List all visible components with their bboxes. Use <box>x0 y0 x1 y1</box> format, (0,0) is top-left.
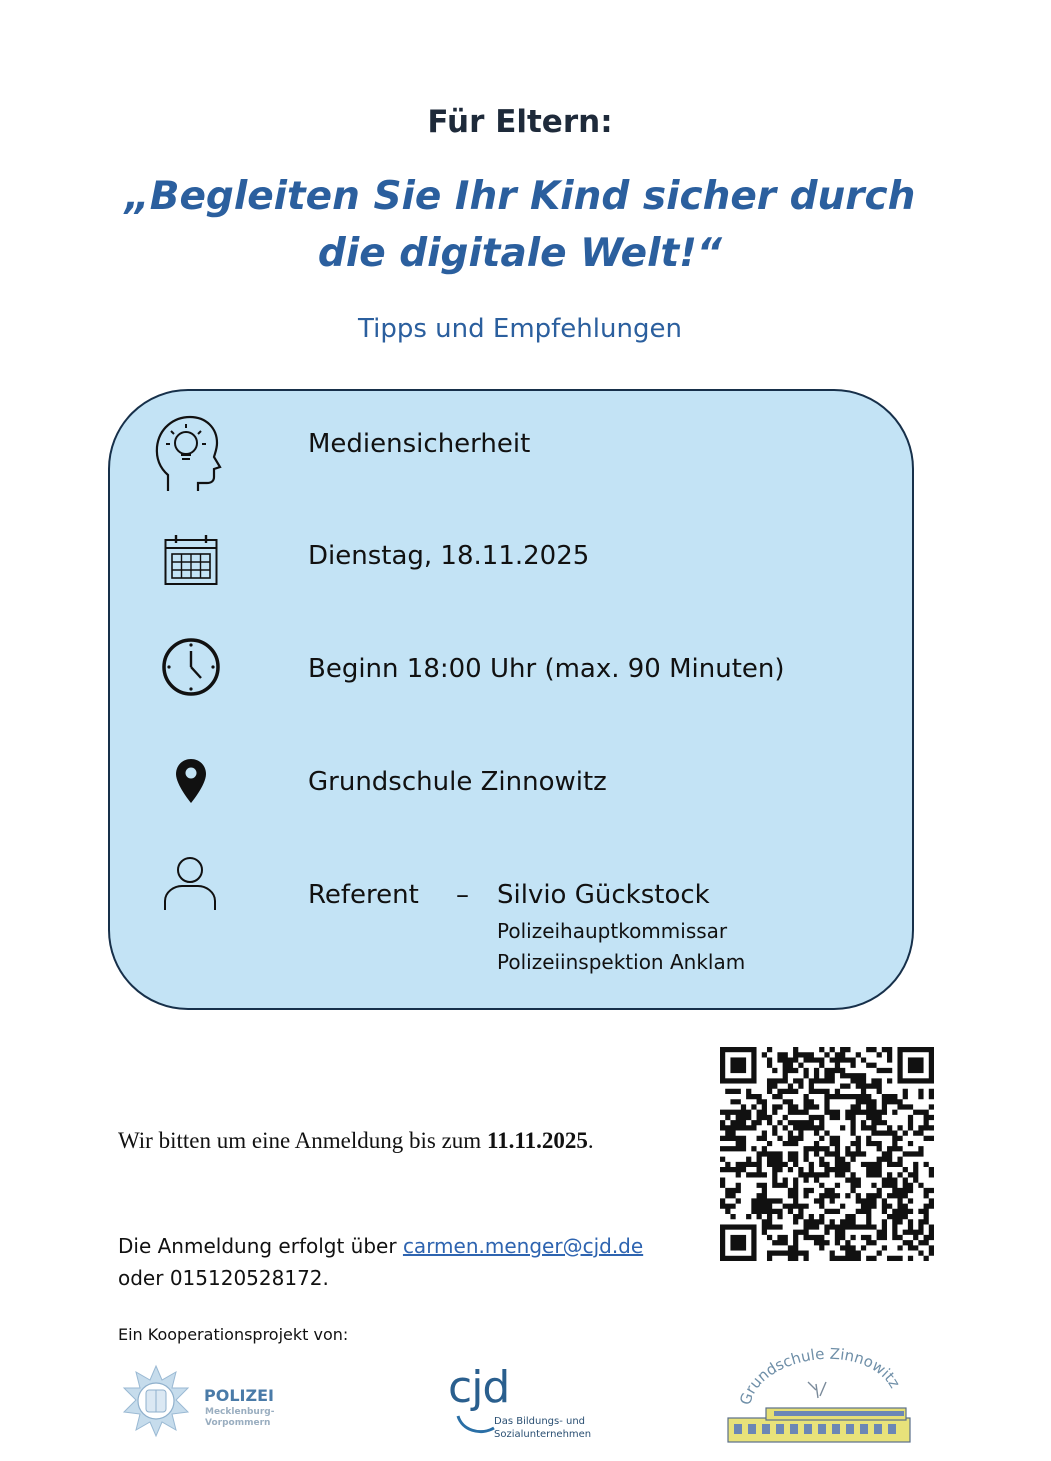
phone-line: oder 015120528172. <box>118 1266 329 1290</box>
speaker-org: Polizeiinspektion Anklam <box>497 950 746 974</box>
subtitle: Tipps und Empfehlungen <box>358 314 682 344</box>
cjd-logo <box>448 1362 608 1446</box>
idea-head-icon <box>154 413 222 493</box>
date-text: Dienstag, 18.11.2025 <box>308 541 590 571</box>
qr-finder <box>897 1047 934 1084</box>
event-title-line1: „Begleiten Sie Ihr Kind sicher durch <box>124 174 916 219</box>
police-star-icon <box>118 1364 194 1440</box>
polizei-logo <box>118 1368 278 1438</box>
cooperation-label: Ein Kooperationsprojekt von: <box>118 1325 349 1344</box>
cjd-sub1: Das Bildungs- und <box>494 1416 586 1427</box>
speaker-name: Silvio Gückstock <box>497 880 710 910</box>
registration-via: Die Anmeldung erfolgt über <box>118 1234 403 1258</box>
clock-icon <box>160 636 222 698</box>
info-box <box>108 389 914 1010</box>
qr-code[interactable] <box>720 1047 934 1261</box>
heading: Für Eltern: <box>427 104 613 140</box>
polizei-sub2: Vorpommern <box>205 1418 271 1428</box>
topic-text: Mediensicherheit <box>308 429 531 459</box>
school-logo <box>722 1332 918 1448</box>
speaker-role: Polizeihauptkommissar <box>497 919 728 943</box>
polizei-title: POLIZEI <box>204 1386 274 1405</box>
time-text: Beginn 18:00 Uhr (max. 90 Minuten) <box>308 654 785 684</box>
event-title <box>0 168 1040 282</box>
event-title-line2: die digitale Welt!“ <box>317 231 723 276</box>
location-pin-icon <box>174 757 208 805</box>
calendar-icon <box>164 534 218 586</box>
speaker-label: Referent <box>308 880 419 910</box>
registration-deadline <box>118 1128 594 1154</box>
deadline-suffix: . <box>587 1128 594 1153</box>
email-link[interactable]: carmen.menger@cjd.de <box>402 1234 644 1258</box>
cjd-title: cjd <box>448 1362 510 1413</box>
person-icon <box>162 855 218 911</box>
location-text: Grundschule Zinnowitz <box>308 767 607 797</box>
registration-info <box>118 1230 643 1294</box>
speaker-dash: – <box>456 880 469 910</box>
deadline-date: 11.11.2025 <box>486 1128 588 1153</box>
cjd-swoosh-icon <box>456 1414 496 1436</box>
qr-finder <box>720 1224 757 1261</box>
school-arc-text: Grundschule Zinnowitz <box>736 1344 904 1408</box>
cjd-sub2: Sozialunternehmen <box>494 1429 592 1440</box>
deadline-prefix: Wir bitten um eine Anmeldung bis zum <box>118 1128 487 1153</box>
polizei-sub1: Mecklenburg- <box>205 1407 275 1417</box>
qr-finder <box>720 1047 757 1084</box>
